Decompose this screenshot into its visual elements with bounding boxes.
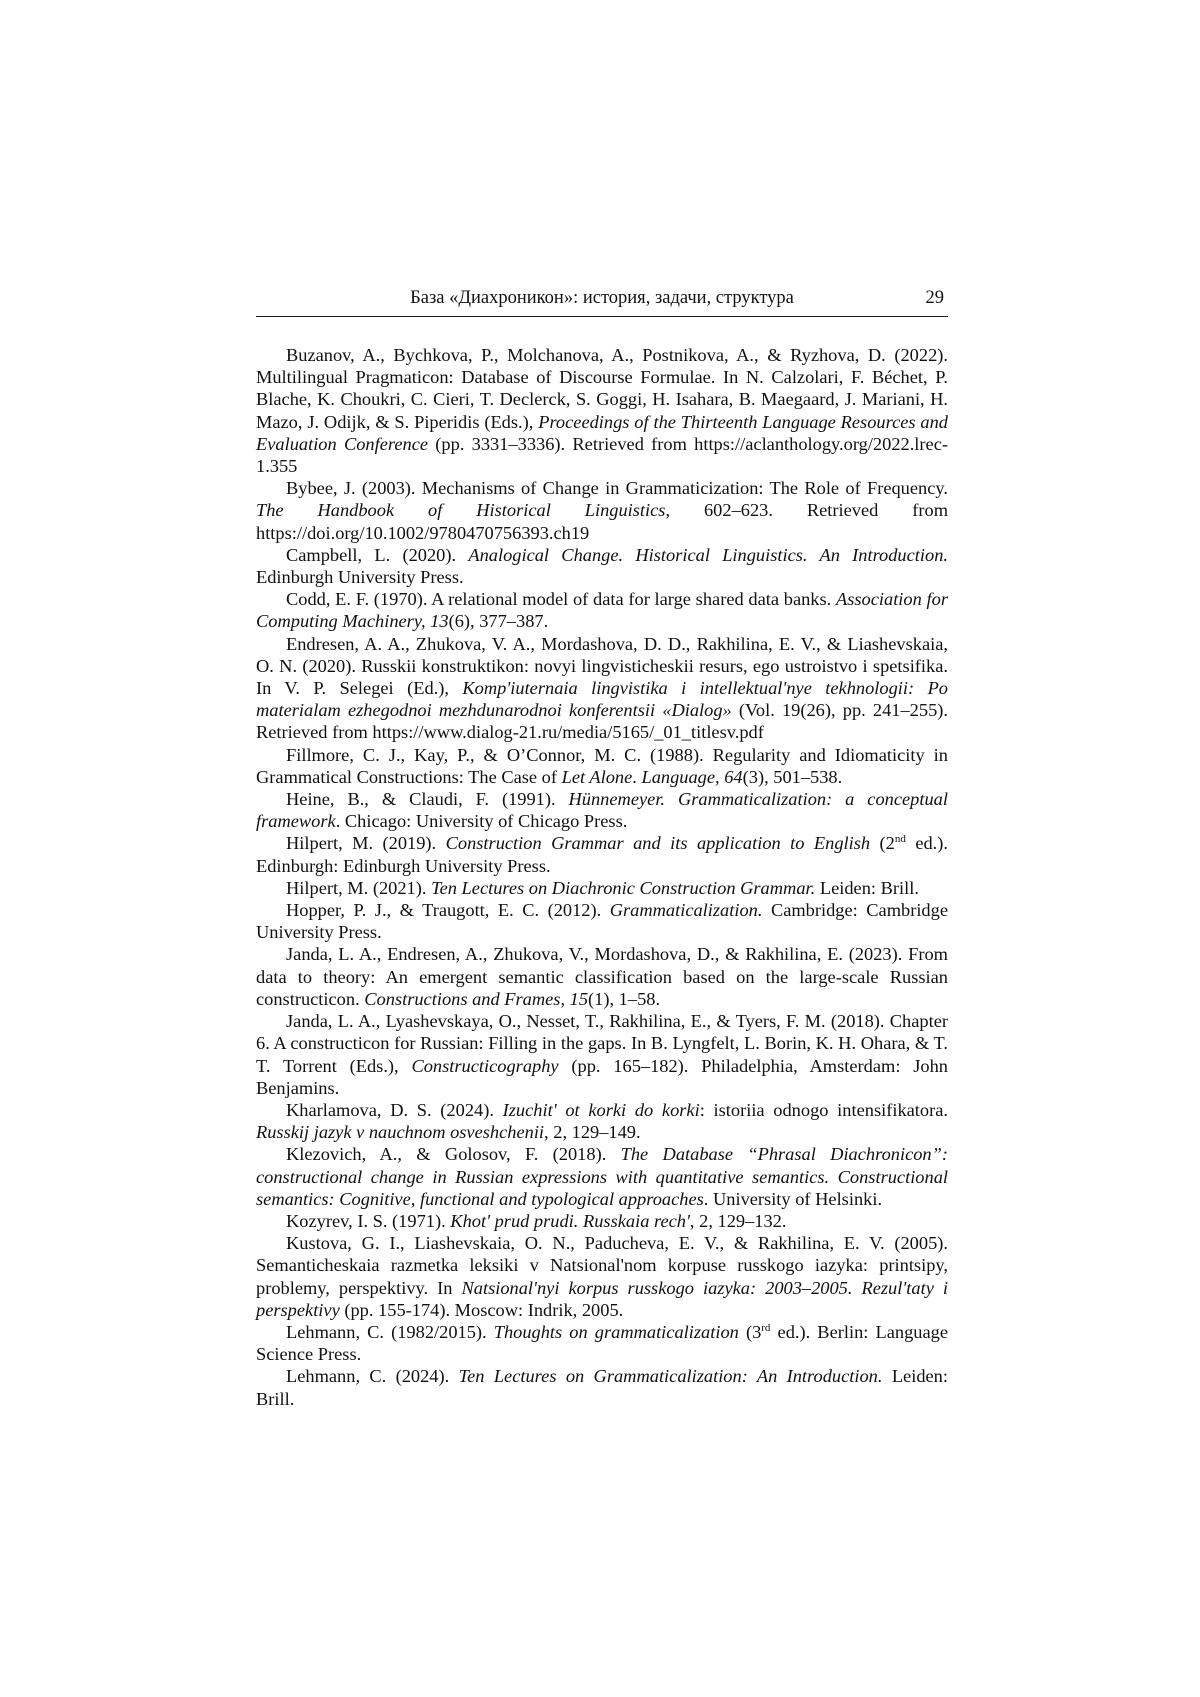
- reference-text: ed.). Edinburgh: Edinburgh University Press.: [256, 833, 948, 876]
- reference-entry: [256, 877, 948, 899]
- running-header: [256, 286, 948, 317]
- reference-entry: [256, 899, 948, 943]
- reference-entry: [256, 744, 948, 788]
- reference-text: Endresen, A. A., Zhukova, V. A., Mordashova, D. D., Rakhilina, E. V., & Liashevskaia, O. N. (2020). Russkii konstruktikon: novyi lingvisticheskii resurs, ego ustroistvo i spetsifika. In V. P. Selegei (Ed.),: [256, 633, 948, 699]
- reference-text: Lehmann, C. (1982/2015).: [286, 1321, 494, 1342]
- reference-text: (pp. 165–182). Philadelphia, Amsterdam: John Benjamins.: [256, 1055, 948, 1098]
- reference-italic-text: Language, 64: [641, 766, 743, 787]
- reference-text: , 602–623. Retrieved from https://doi.org/10.1002/9780470756393.ch19: [256, 500, 948, 543]
- running-title: База «Диахроникон»: история, задачи, структура: [410, 288, 794, 308]
- reference-text: Janda, L. A., Endresen, A., Zhukova, V., Mordashova, D., & Rakhilina, E. (2023). From data to theory: An emergent semantic classification based on the large-scale Russian constructicon.: [256, 944, 948, 1009]
- reference-italic-text: Let Alone: [561, 766, 633, 787]
- reference-text: (pp. 3331–3336). Retrieved from https://aclanthology.org/2022.lrec-1.355: [256, 433, 948, 477]
- reference-italic-text: Hünnemeyer. Grammaticalization: a conceptual framework: [256, 789, 948, 832]
- reference-italic-text: Izuchit' ot korki do korki: [502, 1099, 700, 1120]
- reference-italic-text: Association for Computing Machinery, 13: [256, 589, 948, 632]
- reference-text: ed.). Berlin: Language Science Press.: [256, 1321, 948, 1365]
- reference-entry: [256, 1210, 948, 1232]
- reference-italic-text: Thoughts on grammaticalization: [493, 1321, 739, 1342]
- reference-italic-text: The Database “Phrasal Diachronicon”: constructional change in Russian expressions with quantitative semantics. Constructional semantics: Cognitive, functional and typological approaches: [256, 1144, 948, 1209]
- reference-text: Hilpert, M. (2021).: [286, 877, 432, 898]
- reference-entry: [256, 544, 948, 588]
- reference-superscript: rd: [761, 1321, 771, 1334]
- reference-text: . University of Helsinki.: [703, 1188, 883, 1209]
- reference-text: Hopper, P. J., & Traugott, E. C. (2012).: [286, 900, 610, 921]
- reference-text: Kustova, G. I., Liashevskaia, O. N., Paducheva, E. V., & Rakhilina, E. V. (2005). Semanticheskaia razmetka leksiki v Natsional'nom korpuse russkogo iazyka: printsipy, problemy, perspektivy. In: [256, 1233, 948, 1298]
- reference-list: [256, 344, 948, 1410]
- reference-text: Janda, L. A., Lyashevskaya, O., Nesset, T., Rakhilina, E., & Tyers, F. M. (2018). Chapter 6. A constructicon for Russian: Filling in the gaps. In B. Lyngfelt, L. Borin, K. H. Ohara, & T. T. Torrent (Eds.),: [256, 1011, 948, 1076]
- reference-italic-text: Constructicography: [411, 1055, 559, 1076]
- reference-text: . Chicago: University of Chicago Press.: [335, 811, 628, 832]
- reference-italic-text: Natsional'nyi korpus russkogo iazyka: 2003–2005. Rezul'taty i perspektivy: [256, 1277, 949, 1320]
- reference-italic-text: Constructions and Frames, 15: [364, 988, 589, 1009]
- reference-text: Fillmore, C. J., Kay, P., & O’Connor, M. C. (1988). Regularity and Idiomaticity in Grammatical Constructions: The Case of: [256, 744, 948, 787]
- reference-text: .: [632, 766, 642, 787]
- reference-italic-text: Ten Lectures on Diachronic Construction Grammar.: [431, 877, 816, 898]
- reference-text: , 2, 129–132.: [689, 1210, 787, 1231]
- reference-text: Lehmann, C. (2024).: [286, 1366, 459, 1387]
- reference-text: Leiden: Brill.: [815, 877, 919, 898]
- reference-italic-text: Ten Lectures on Grammaticalization: An Introduction.: [458, 1366, 883, 1387]
- reference-text: Buzanov, A., Bychkova, P., Molchanova, A., Postnikova, A., & Ryzhova, D. (2022). Multilingual Pragmaticon: Database of Discourse Formulae. In N. Calzolari, F. Béchet, P. Blache, K. Choukri, C. Cieri, T. Declerck, S. Goggi, H. Isahara, B. Maegaard, J. Mariani, H. Mazo, J. Odijk, & S. Piperidis (Eds.),: [256, 345, 948, 432]
- reference-entry: [256, 832, 948, 876]
- reference-text: Edinburgh University Press.: [256, 567, 464, 588]
- reference-italic-text: Russkij jazyk v nauchnom osveshchenii: [256, 1122, 545, 1143]
- reference-entry: [256, 1365, 948, 1409]
- reference-entry: [256, 1010, 948, 1099]
- reference-text: Bybee, J. (2003). Mechanisms of Change in Grammaticization: The Role of Frequency.: [286, 478, 948, 499]
- reference-text: (2: [870, 833, 895, 854]
- reference-entry: [256, 1232, 948, 1321]
- reference-text: Cambridge: Cambridge University Press.: [256, 900, 948, 943]
- reference-italic-text: Grammaticalization.: [609, 900, 763, 921]
- reference-text: Campbell, L. (2020).: [286, 544, 469, 565]
- reference-text: (Vol. 19(26), pp. 241–255). Retrieved from https://www.dialog-21.ru/media/5165/_01_titlesv.pdf: [256, 700, 948, 743]
- reference-text: (3: [738, 1321, 762, 1342]
- reference-text: Kozyrev, I. S. (1971).: [286, 1210, 451, 1231]
- reference-italic-text: Khot' prud prudi. Russkaia rech': [450, 1210, 690, 1231]
- reference-text: (3), 501–538.: [742, 766, 843, 787]
- reference-entry: [256, 477, 948, 544]
- reference-italic-text: Komp'iuternaia lingvistika i intellektual'nye tekhnologii: Po materialam ezhegodnoi mezhdunarodnoi konferentsii «Dialog»: [256, 678, 948, 721]
- reference-entry: [256, 1143, 948, 1210]
- reference-text: (6), 377–387.: [448, 611, 549, 632]
- reference-entry: [256, 788, 948, 832]
- reference-text: Leiden: Brill.: [256, 1366, 948, 1409]
- reference-text: (1), 1–58.: [588, 988, 661, 1009]
- reference-italic-text: Proceedings of the Thirteenth Language Resources and Evaluation Conference: [256, 411, 949, 454]
- reference-text: Hilpert, M. (2019).: [286, 833, 446, 854]
- reference-text: , 2, 129–149.: [544, 1122, 641, 1143]
- reference-entry: [256, 1321, 948, 1365]
- reference-entry: [256, 633, 948, 744]
- page-number: 29: [925, 288, 944, 308]
- reference-italic-text: The Handbook of Historical Linguistics: [256, 500, 666, 521]
- reference-entry: [256, 943, 948, 1010]
- reference-entry: [256, 344, 948, 477]
- reference-text: Kharlamova, D. S. (2024).: [286, 1099, 503, 1120]
- reference-italic-text: Analogical Change. Historical Linguistics. An Introduction.: [468, 544, 949, 565]
- reference-italic-text: Construction Grammar and its application to English: [445, 833, 871, 854]
- reference-text: : istoriia odnogo intensifikatora.: [699, 1099, 948, 1120]
- reference-text: Klezovich, A., & Golosov, F. (2018).: [286, 1144, 621, 1165]
- reference-text: (pp. 155-174). Moscow: Indrik, 2005.: [339, 1299, 624, 1320]
- reference-text: Codd, E. F. (1970). A relational model of data for large shared data banks.: [286, 589, 836, 610]
- reference-entry: [256, 588, 948, 632]
- reference-text: Heine, B., & Claudi, F. (1991).: [286, 789, 569, 810]
- reference-entry: [256, 1099, 948, 1143]
- reference-superscript: nd: [894, 833, 906, 846]
